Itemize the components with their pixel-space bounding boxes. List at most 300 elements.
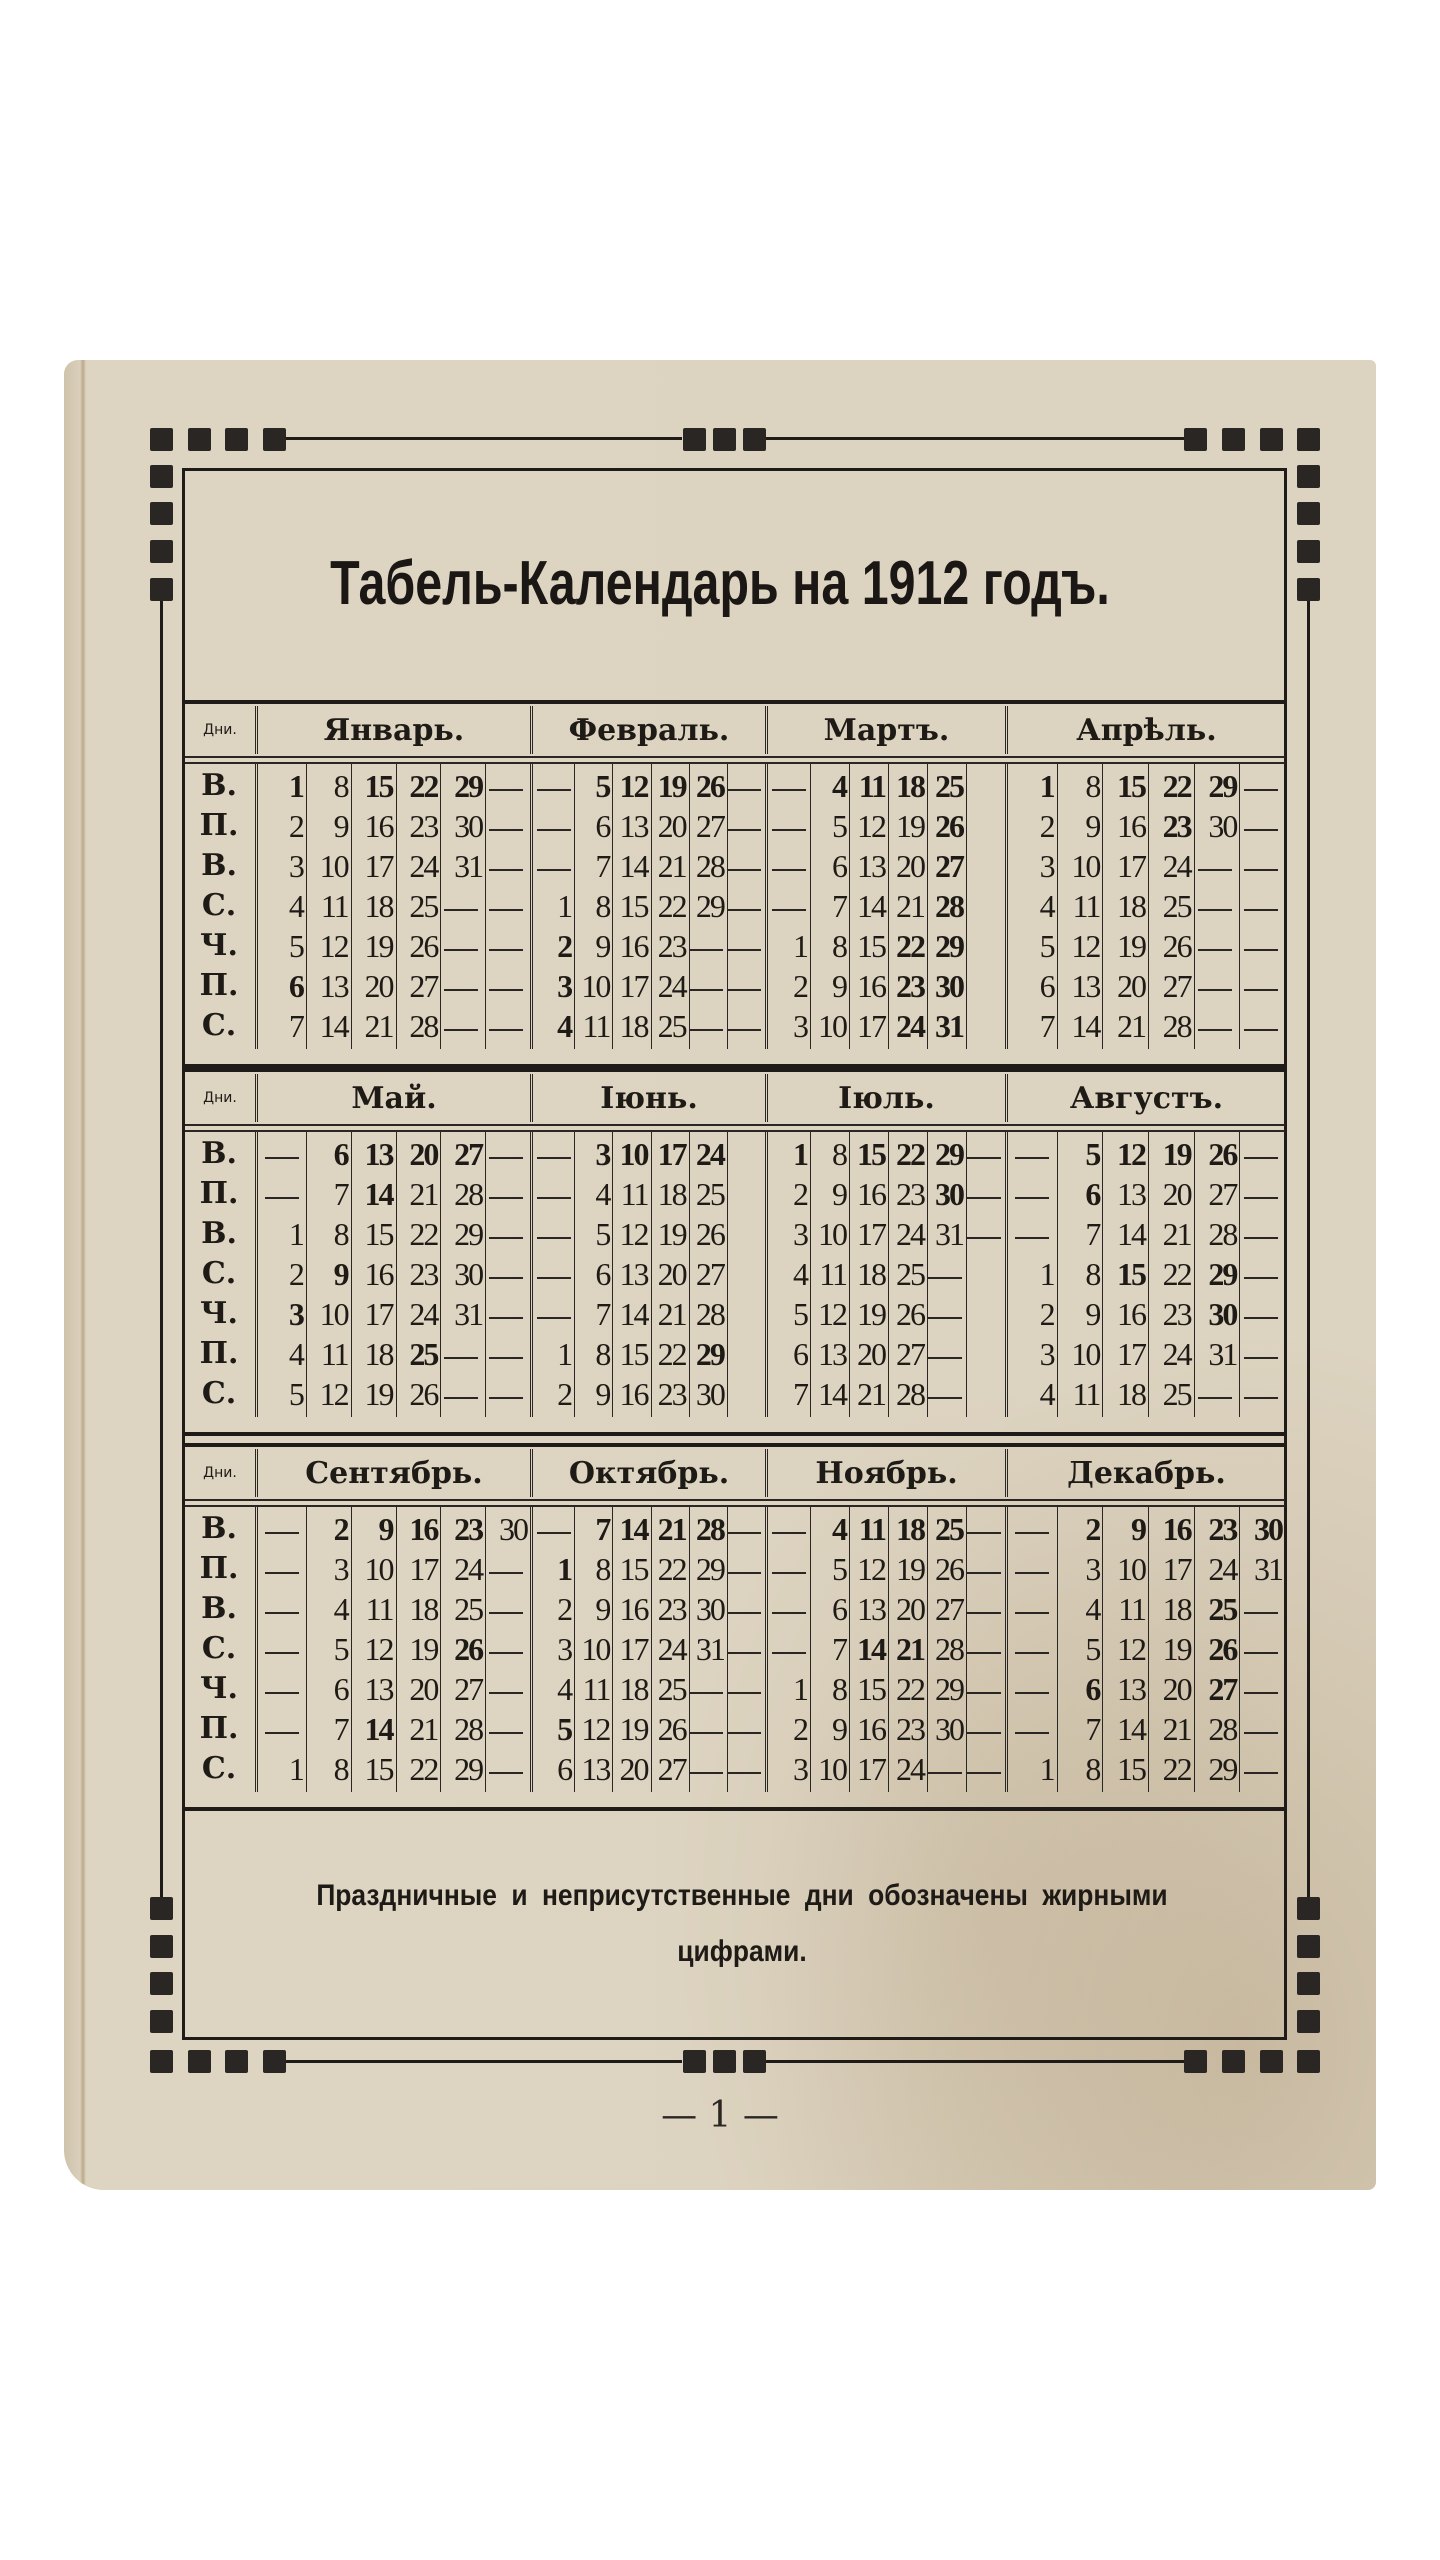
day-number: 11 <box>858 1511 885 1547</box>
border-square <box>1297 1935 1320 1958</box>
day-number: 12 <box>818 1296 846 1332</box>
empty-day-dash <box>689 966 724 1006</box>
day-number: 23 <box>409 808 438 844</box>
month-block <box>185 1068 1285 1436</box>
dash-mark <box>1244 949 1278 951</box>
blank-cell <box>966 1294 1002 1334</box>
day-number: 29 <box>695 888 724 924</box>
day-number: 25 <box>1208 1591 1237 1627</box>
day-number: 19 <box>1116 928 1145 964</box>
empty-day-dash <box>536 806 571 846</box>
day-number: 8 <box>595 888 610 924</box>
dash-mark <box>489 1237 523 1239</box>
dash-mark <box>1198 1397 1232 1399</box>
day-number: 19 <box>1162 1631 1191 1667</box>
day-number: 22 <box>1162 1256 1191 1292</box>
month-name: Сентябрь. <box>255 1449 530 1497</box>
day-rows <box>185 762 1285 1049</box>
day-number: 28 <box>695 848 724 884</box>
dash-mark <box>1244 1157 1278 1159</box>
day-number: 19 <box>896 1551 924 1587</box>
day-number: 13 <box>619 808 648 844</box>
empty-day-dash <box>727 926 762 966</box>
day-number: 13 <box>857 848 885 884</box>
day-number: 4 <box>1085 1591 1100 1627</box>
empty-day-dash <box>771 1629 807 1669</box>
day-number: 1 <box>793 928 807 964</box>
day-number: 28 <box>1208 1216 1237 1252</box>
day-number: 5 <box>288 928 303 964</box>
empty-day-dash <box>536 1254 571 1294</box>
day-number: 3 <box>793 1008 807 1044</box>
weekday-label: С. <box>201 1751 237 1786</box>
day-number: 20 <box>1162 1176 1191 1212</box>
empty-day-dash <box>966 1174 1002 1214</box>
empty-day-dash <box>966 1589 1002 1629</box>
empty-day-dash <box>485 886 527 926</box>
day-number: 9 <box>333 1256 348 1292</box>
empty-day-dash <box>966 1669 1002 1709</box>
day-number: 4 <box>288 1336 303 1372</box>
day-number: 29 <box>1208 768 1237 804</box>
empty-day-dash <box>1011 1669 1054 1709</box>
blank-cell <box>727 1294 762 1334</box>
day-number: 9 <box>378 1511 393 1547</box>
dash-mark <box>1244 909 1278 911</box>
border-square <box>1297 428 1320 451</box>
month-grid <box>765 1507 1005 1792</box>
dash-mark <box>1244 1317 1278 1319</box>
day-number: 6 <box>333 1136 348 1172</box>
empty-day-dash <box>485 1749 527 1789</box>
weekday-label: В. <box>201 1591 237 1626</box>
day-number: 14 <box>857 1631 885 1667</box>
day-number: 21 <box>857 1376 885 1412</box>
dash-mark <box>489 869 523 871</box>
day-number: 9 <box>595 1376 610 1412</box>
empty-day-dash <box>927 1294 963 1334</box>
day-number: 25 <box>695 1176 724 1212</box>
day-number: 30 <box>695 1591 724 1627</box>
day-number: 13 <box>857 1591 885 1627</box>
day-number: 26 <box>454 1631 483 1667</box>
footer-note-line-1: Праздничные и неприсутственные дни обозначены жирными <box>316 1879 1168 1912</box>
dash-mark <box>727 1692 761 1694</box>
day-number: 5 <box>333 1631 348 1667</box>
day-number: 21 <box>657 1296 686 1332</box>
empty-day-dash <box>536 1509 571 1549</box>
dash-mark <box>727 789 761 791</box>
dash-mark <box>1198 869 1232 871</box>
day-number: 16 <box>1116 1296 1145 1332</box>
day-number: 9 <box>832 1711 846 1747</box>
day-number: 3 <box>793 1751 807 1787</box>
day-number: 21 <box>657 848 686 884</box>
border-square <box>713 2050 736 2073</box>
day-number: 2 <box>1039 808 1054 844</box>
dash-mark <box>1015 1532 1049 1534</box>
day-number: 18 <box>657 1176 686 1212</box>
empty-day-dash <box>966 1214 1002 1254</box>
day-number: 21 <box>364 1008 393 1044</box>
dash-mark <box>967 1612 1001 1614</box>
day-number: 24 <box>896 1216 924 1252</box>
dash-mark <box>1244 1277 1278 1279</box>
day-number: 22 <box>896 1136 924 1172</box>
day-number: 27 <box>896 1336 924 1372</box>
empty-day-dash <box>1194 926 1237 966</box>
empty-day-dash <box>1194 886 1237 926</box>
dash-mark <box>727 1029 761 1031</box>
day-number: 14 <box>319 1008 348 1044</box>
dash-mark <box>689 949 723 951</box>
dash-mark <box>689 989 723 991</box>
day-number: 23 <box>1162 1296 1191 1332</box>
empty-day-dash <box>440 886 482 926</box>
day-number: 7 <box>333 1176 348 1212</box>
day-number: 30 <box>935 1711 963 1747</box>
day-number: 28 <box>695 1296 724 1332</box>
weekday-label: В. <box>201 1511 237 1546</box>
blank-cell <box>966 966 1002 1006</box>
month-header-row <box>185 1449 1285 1501</box>
block-rule <box>185 1807 1285 1811</box>
day-number: 13 <box>619 1256 648 1292</box>
day-number: 12 <box>619 768 648 804</box>
day-number: 25 <box>935 768 963 804</box>
day-number: 30 <box>1208 1296 1237 1332</box>
dash-mark <box>1244 1692 1278 1694</box>
empty-day-dash <box>485 1669 527 1709</box>
day-number: 13 <box>1116 1176 1145 1212</box>
empty-day-dash <box>1239 1254 1282 1294</box>
day-number: 4 <box>832 1511 846 1547</box>
day-number: 1 <box>557 888 572 924</box>
day-number: 21 <box>409 1711 438 1747</box>
empty-day-dash <box>1239 766 1282 806</box>
blank-cell <box>727 1174 762 1214</box>
day-number: 7 <box>595 1511 610 1547</box>
day-number: 20 <box>896 1591 924 1627</box>
empty-day-dash <box>1011 1629 1054 1669</box>
day-number: 30 <box>498 1511 527 1547</box>
day-number: 6 <box>595 1256 610 1292</box>
weekday-label: С. <box>201 888 237 923</box>
empty-day-dash <box>1239 1334 1282 1374</box>
day-number: 11 <box>1072 888 1100 924</box>
day-number: 5 <box>832 1551 846 1587</box>
empty-day-dash <box>966 1709 1002 1749</box>
empty-day-dash <box>771 766 807 806</box>
dash-mark <box>727 1772 761 1774</box>
day-number: 20 <box>409 1671 438 1707</box>
day-number: 27 <box>454 1671 483 1707</box>
day-number: 16 <box>619 1591 648 1627</box>
day-number: 24 <box>1162 1336 1191 1372</box>
day-number: 26 <box>409 1376 438 1412</box>
day-number: 14 <box>619 848 648 884</box>
empty-day-dash <box>440 926 482 966</box>
day-number: 24 <box>1162 848 1191 884</box>
empty-day-dash <box>727 1006 762 1046</box>
day-number: 26 <box>409 928 438 964</box>
day-number: 5 <box>1039 928 1054 964</box>
day-number: 6 <box>595 808 610 844</box>
border-square <box>1184 428 1207 451</box>
day-number: 23 <box>896 1176 924 1212</box>
day-number: 25 <box>409 888 438 924</box>
day-number: 31 <box>1253 1551 1282 1587</box>
dash-mark <box>727 869 761 871</box>
day-number: 30 <box>454 1256 483 1292</box>
empty-day-dash <box>485 1174 527 1214</box>
dash-mark <box>265 1572 299 1574</box>
border-square <box>1222 428 1245 451</box>
day-number: 22 <box>409 768 438 804</box>
day-number: 19 <box>364 928 393 964</box>
day-number: 14 <box>364 1176 393 1212</box>
day-rows <box>185 1505 1285 1792</box>
day-number: 13 <box>1071 968 1100 1004</box>
empty-day-dash <box>966 1629 1002 1669</box>
day-number: 5 <box>793 1296 807 1332</box>
border-square <box>1184 2050 1207 2073</box>
empty-day-dash <box>440 1334 482 1374</box>
empty-day-dash <box>261 1549 303 1589</box>
dash-mark <box>967 1197 1001 1199</box>
day-number: 26 <box>896 1296 924 1332</box>
blank-cell <box>727 1134 762 1174</box>
month-grid <box>530 764 765 1049</box>
dash-mark <box>537 1532 571 1534</box>
empty-day-dash <box>536 1294 571 1334</box>
empty-day-dash <box>727 1669 762 1709</box>
dash-mark <box>489 1029 523 1031</box>
empty-day-dash <box>1239 1134 1282 1174</box>
empty-day-dash <box>689 926 724 966</box>
day-number: 21 <box>896 1631 924 1667</box>
day-number: 11 <box>365 1591 393 1627</box>
empty-day-dash <box>727 1709 762 1749</box>
empty-day-dash <box>1239 1294 1282 1334</box>
weekday-label: П. <box>199 1176 239 1211</box>
day-number: 20 <box>857 1336 885 1372</box>
dash-mark <box>1244 869 1278 871</box>
day-number: 23 <box>896 968 924 1004</box>
dash-mark <box>1244 1397 1278 1399</box>
day-number: 4 <box>333 1591 348 1627</box>
day-number: 2 <box>557 1591 572 1627</box>
day-number: 16 <box>857 1176 885 1212</box>
dash-mark <box>967 1572 1001 1574</box>
day-number: 8 <box>1085 768 1100 804</box>
dash-mark <box>1244 1357 1278 1359</box>
day-number: 31 <box>454 848 483 884</box>
day-number: 17 <box>1116 1336 1145 1372</box>
dash-mark <box>727 949 761 951</box>
page-title: Табель-Календарь на 1912 годъ. <box>330 549 1110 618</box>
dash-mark <box>727 829 761 831</box>
page-number: — 1 — <box>661 2095 779 2136</box>
month-grid <box>255 1507 530 1792</box>
dash-mark <box>489 989 523 991</box>
border-line <box>766 437 1184 440</box>
day-number: 13 <box>364 1671 393 1707</box>
day-number: 21 <box>1116 1008 1145 1044</box>
day-number: 5 <box>1085 1631 1100 1667</box>
weekday-label: Ч. <box>200 1671 238 1706</box>
empty-day-dash <box>927 1749 963 1789</box>
dash-mark <box>265 1652 299 1654</box>
dash-mark <box>489 1157 523 1159</box>
border-square <box>1297 502 1320 525</box>
dash-mark <box>1198 949 1232 951</box>
day-number: 29 <box>935 1671 963 1707</box>
day-number: 27 <box>935 1591 963 1627</box>
dash-mark <box>1015 1612 1049 1614</box>
day-number: 7 <box>595 848 610 884</box>
day-number: 26 <box>1162 928 1191 964</box>
day-number: 12 <box>319 928 348 964</box>
day-number: 18 <box>364 1336 393 1372</box>
day-number: 27 <box>657 1751 686 1787</box>
border-square <box>150 502 173 525</box>
day-number: 9 <box>595 928 610 964</box>
border-square <box>1297 2050 1320 2073</box>
day-number: 12 <box>319 1376 348 1412</box>
day-number: 1 <box>557 1551 572 1587</box>
empty-day-dash <box>771 1589 807 1629</box>
border-square <box>743 428 766 451</box>
day-number: 20 <box>657 1256 686 1292</box>
day-number: 5 <box>832 808 846 844</box>
dash-mark <box>928 1772 962 1774</box>
block-rule <box>185 1068 1285 1072</box>
day-number: 12 <box>1071 928 1100 964</box>
day-number: 26 <box>935 1551 963 1587</box>
border-line <box>286 2060 682 2063</box>
day-number: 15 <box>1116 1256 1145 1292</box>
empty-day-dash <box>1239 1589 1282 1629</box>
empty-day-dash <box>727 1589 762 1629</box>
day-number: 25 <box>657 1671 686 1707</box>
empty-day-dash <box>485 1214 527 1254</box>
blank-cell <box>966 1374 1002 1414</box>
empty-day-dash <box>771 806 807 846</box>
day-number: 7 <box>1085 1711 1100 1747</box>
day-number: 27 <box>935 848 963 884</box>
dash-mark <box>772 909 806 911</box>
empty-day-dash <box>727 766 762 806</box>
empty-day-dash <box>927 1254 963 1294</box>
empty-day-dash <box>1011 1134 1054 1174</box>
day-number: 11 <box>1072 1376 1100 1412</box>
weekday-label: С. <box>201 1008 237 1043</box>
day-number: 10 <box>1071 848 1100 884</box>
day-number: 15 <box>619 888 648 924</box>
day-number: 5 <box>557 1711 572 1747</box>
empty-day-dash <box>485 1374 527 1414</box>
day-number: 12 <box>857 1551 885 1587</box>
dash-mark <box>928 1317 962 1319</box>
border-square <box>683 2050 706 2073</box>
dash-mark <box>772 1572 806 1574</box>
day-number: 9 <box>1130 1511 1145 1547</box>
day-number: 1 <box>288 768 303 804</box>
day-number: 10 <box>1116 1551 1145 1587</box>
day-number: 18 <box>896 768 924 804</box>
day-number: 4 <box>832 768 846 804</box>
day-number: 10 <box>818 1751 846 1787</box>
border-square <box>150 1935 173 1958</box>
dash-mark <box>489 909 523 911</box>
dash-mark <box>265 1692 299 1694</box>
dash-mark <box>265 1157 299 1159</box>
day-number: 12 <box>1116 1136 1145 1172</box>
empty-day-dash <box>485 1294 527 1334</box>
weekday-label: Ч. <box>200 928 238 963</box>
empty-day-dash <box>485 1254 527 1294</box>
month-name: Декабрь. <box>1005 1449 1285 1497</box>
empty-day-dash <box>1239 1709 1282 1749</box>
day-number: 2 <box>333 1511 348 1547</box>
empty-day-dash <box>1239 886 1282 926</box>
empty-day-dash <box>536 1214 571 1254</box>
border-square <box>1297 1972 1320 1995</box>
day-number: 16 <box>1116 808 1145 844</box>
day-number: 7 <box>1085 1216 1100 1252</box>
day-number: 14 <box>818 1376 846 1412</box>
month-grid <box>530 1132 765 1417</box>
day-number: 12 <box>857 808 885 844</box>
dash-mark <box>489 1572 523 1574</box>
day-number: 20 <box>1116 968 1145 1004</box>
weekday-label: П. <box>199 968 239 1003</box>
empty-day-dash <box>927 1334 963 1374</box>
day-number: 3 <box>333 1551 348 1587</box>
blank-cell <box>727 1374 762 1414</box>
border-square <box>263 428 286 451</box>
dash-mark <box>537 829 571 831</box>
empty-day-dash <box>1194 1374 1237 1414</box>
day-number: 30 <box>695 1376 724 1412</box>
day-number: 15 <box>1116 768 1145 804</box>
day-number: 5 <box>595 1216 610 1252</box>
empty-day-dash <box>440 1006 482 1046</box>
month-name: Іюнь. <box>530 1074 765 1122</box>
day-number: 1 <box>288 1216 303 1252</box>
day-number: 24 <box>695 1136 724 1172</box>
day-number: 27 <box>1208 1176 1237 1212</box>
day-number: 1 <box>793 1671 807 1707</box>
day-number: 10 <box>581 968 610 1004</box>
day-number: 8 <box>832 1671 846 1707</box>
day-number: 17 <box>364 848 393 884</box>
day-number: 8 <box>333 768 348 804</box>
day-number: 14 <box>1116 1216 1145 1252</box>
day-number: 13 <box>1116 1671 1145 1707</box>
day-number: 31 <box>935 1216 963 1252</box>
day-number: 25 <box>1162 1376 1191 1412</box>
day-number: 3 <box>557 1631 572 1667</box>
day-number: 10 <box>818 1216 846 1252</box>
day-number: 3 <box>1085 1551 1100 1587</box>
day-number: 26 <box>695 768 724 804</box>
day-number: 28 <box>409 1008 438 1044</box>
day-number: 11 <box>320 888 348 924</box>
day-number: 28 <box>454 1176 483 1212</box>
empty-day-dash <box>485 1334 527 1374</box>
